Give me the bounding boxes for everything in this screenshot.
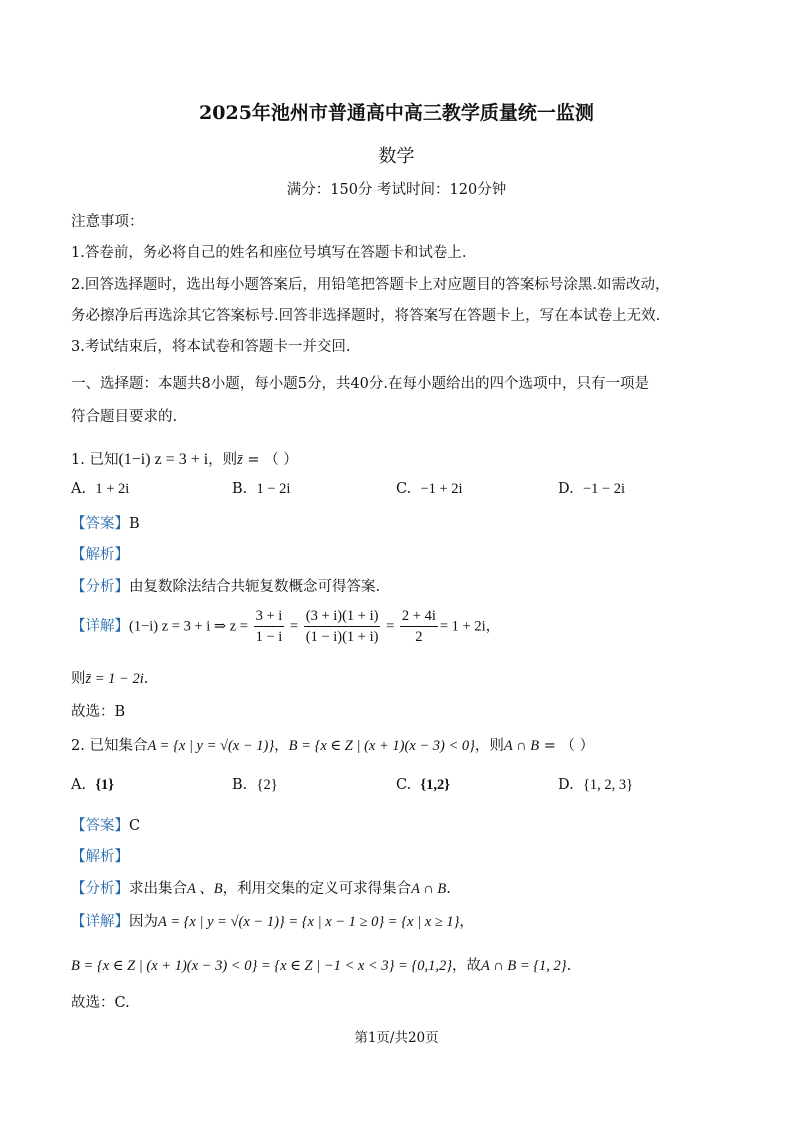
q2-option-b: B. {2} [232,777,278,793]
page-title: 2025年池州市普通高中高三教学质量统一监测 [199,102,594,124]
q1-suffix: = （ ） [242,452,298,468]
q1-then: 则z̄ = 1 − 2i. [71,671,149,687]
q2-choose: 故选：C. [71,995,130,1011]
q1-mid: ，则 [208,452,238,468]
q2-analysis-tag: 【解析】 [71,849,129,865]
q1-frac-1: $\frac{3 + i}{1 - i}$ [255,608,283,645]
notice-item-2a: 2.回答选择题时，选出每小题答案后，用铅笔把答题卡上对应题目的答案标号涂黑.如需改动， [71,277,670,293]
q1-option-b: B. 1 − 2i [232,481,291,497]
q1-prefix: 1. 已知 [71,452,119,468]
q1-option-c: C. −1 + 2i [396,481,463,497]
q1-detail: 【详解】(1−i) z = 3 + i ⇒ z = $\frac{3 + i}{1 - i}$ = $\frac{(3 + i)(1 + i)}{(1 - i)(1 + i)}$ = $\frac{2 + 4i}{2}$ = 1 + 2i， [71,608,501,645]
q1-option-a: A. 1 + 2i [71,481,130,497]
q1-option-d: D. −1 − 2i [558,481,626,497]
q2-set-a: A = {x | y = √(x − 1)} [147,738,275,754]
q2-option-a: A. {1} [71,777,114,793]
notice-item-2b: 务必擦净后再选涂其它答案标号.回答非选择题时，将答案写在答题卡上，写在本试卷上无效. [71,308,661,324]
q1-frac-2: $\frac{(3 + i)(1 + i)}{(1 - i)(1 + i)}$ [305,608,379,645]
section-heading-line1: 一、选择题：本题共8小题，每小题5分，共40分.在每小题给出的四个选项中，只有一项是 [71,376,650,392]
q2-answer: 【答案】C [71,818,141,834]
section-heading-line2: 符合题目要求的. [71,409,178,425]
q1-equation: (1−i) z = 3 + i [118,451,209,468]
notice-item-3: 3.考试结束后，将本试卷和答题卡一并交回. [71,339,351,355]
exam-meta: 满分：150分 考试时间：120分钟 [286,182,507,198]
notice-heading: 注意事项： [71,214,144,230]
q1-choose: 故选：B [71,704,126,720]
q2-set-b: B = {x ∈ Z | (x + 1)(x − 3) < 0} [288,738,475,754]
q2-detail-line2: B = {x ∈ Z | (x + 1)(x − 3) < 0} = {x ∈ Z | −1 < x < 3} = {0,1,2}，故A ∩ B = {1, 2}. [71,958,572,974]
q1-answer: 【答案】B [71,516,140,532]
q1-fenxi: 【分析】由复数除法结合共轭复数概念可得答案. [71,579,381,595]
q2-detail-line1: 【详解】因为A = {x | y = √(x − 1)} = {x | x − 1 ≥ 0} = {x | x ≥ 1}， [71,914,474,930]
question-2-stem: 2. 已知集合A = {x | y = √(x − 1)}，B = {x ∈ Z | (x + 1)(x − 3) < 0}，则A ∩ B = （ ） [71,738,595,754]
q2-fenxi: 【分析】求出集合A 、B，利用交集的定义可求得集合A ∩ B. [71,881,451,897]
subject-title: 数学 [378,146,415,167]
q1-analysis-tag: 【解析】 [71,547,129,563]
page-number: 第1页/共20页 [354,1030,439,1046]
q1-frac-3: $\frac{2 + 4i}{2}$ [401,608,436,645]
q1-zbar: z̄ [237,452,243,468]
notice-item-1: 1.答卷前，务必将自己的姓名和座位号填写在答题卡和试卷上. [71,245,467,261]
q2-option-c: C. {1,2} [396,777,450,793]
question-1-stem [71,448,298,469]
q2-option-d: D. {1, 2, 3} [558,777,634,793]
